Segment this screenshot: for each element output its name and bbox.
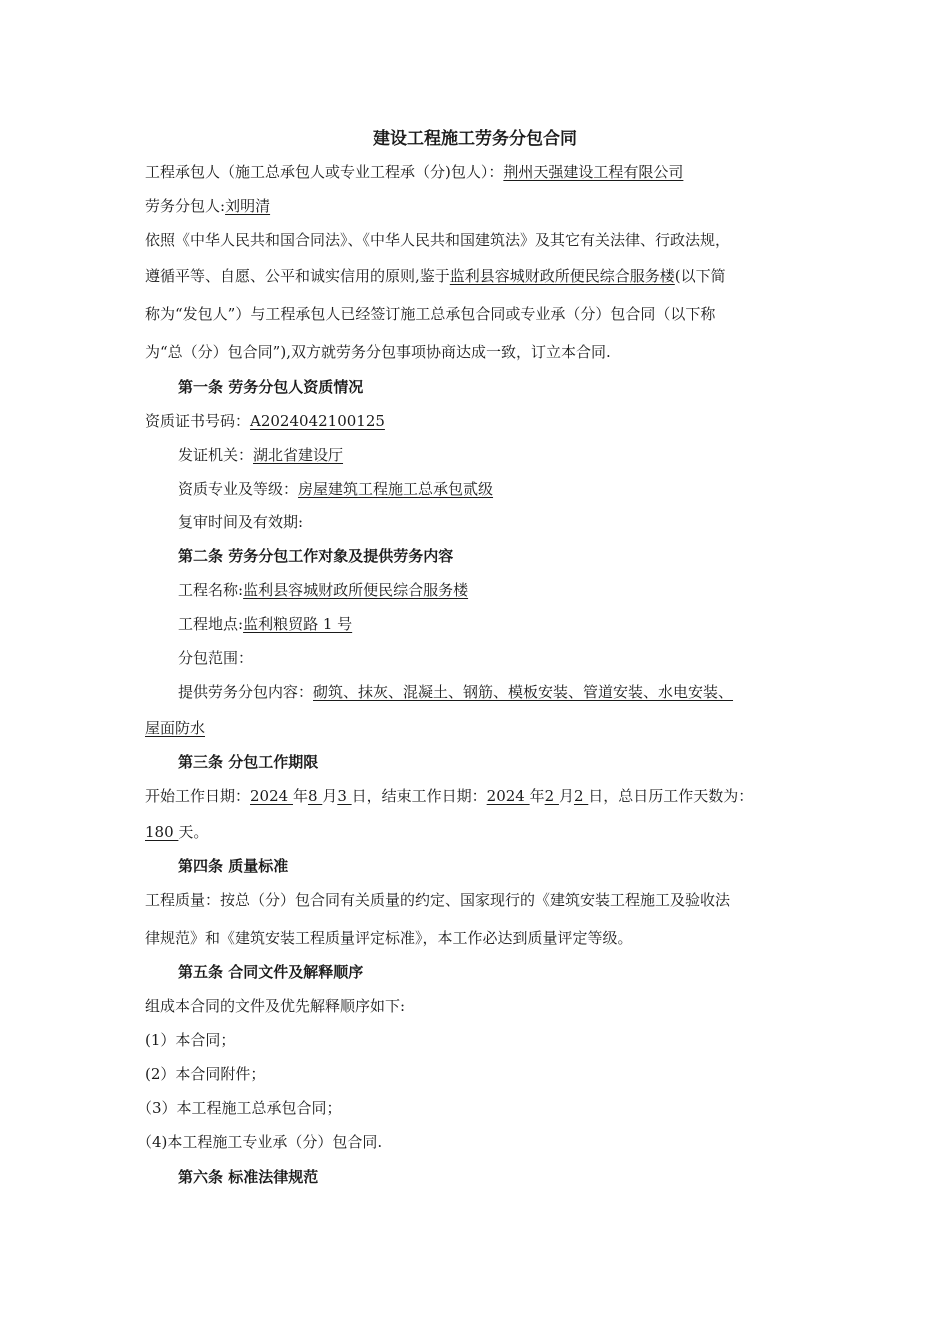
content-value: 砌筑、抹灰、混凝土、钢筋、模板安装、管道安装、水电安装、 — [313, 683, 734, 701]
end-month: 2 — [544, 787, 559, 805]
project-site: 监利粮贸路 1 号 — [243, 615, 353, 633]
article-3-heading: 第三条 分包工作期限 — [178, 753, 319, 771]
total-days-line: 180 天。 — [145, 823, 209, 841]
intro-line-2: 遵循平等、自愿、公平和诚实信用的原则,鉴于监利县容城财政所便民综合服务楼(以下简 — [145, 267, 726, 285]
content-line: 提供劳务分包内容：砌筑、抹灰、混凝土、钢筋、模板安装、管道安装、水电安装、 — [178, 683, 734, 701]
intro-line-4: 为“总（分）包合同”),双方就劳务分包事项协商达成一致，订立本合同. — [145, 343, 611, 361]
content-value-2: 屋面防水 — [145, 719, 206, 737]
document-item-1: (1）本合同； — [145, 1031, 236, 1049]
total-days: 180 — [145, 823, 179, 841]
document-item-3: （3）本工程施工总承包合同； — [137, 1099, 342, 1117]
quality-line-1: 工程质量：按总（分）包合同有关质量的约定、国家现行的《建筑安装工程施工及验收法 — [145, 891, 731, 909]
project-name-line: 工程名称:监利县容城财政所便民综合服务楼 — [178, 581, 469, 599]
document-title: 建设工程施工劳务分包合同 — [373, 129, 577, 149]
document-item-2: (2）本合同附件； — [145, 1065, 266, 1083]
article-4-heading: 第四条 质量标准 — [178, 857, 289, 875]
period-line: 开始工作日期：2024 年8 月3 日，结束工作日期：2024 年2 月2 日，总日历工作天数为： — [145, 787, 754, 805]
grade-line: 资质专业及等级：房屋建筑工程施工总承包贰级 — [178, 480, 494, 498]
cert-number-line: 资质证书号码：A2024042100125 — [145, 412, 385, 430]
start-year: 2024 — [250, 787, 293, 805]
end-year: 2024 — [486, 787, 530, 805]
scope-line: 分包范围： — [178, 649, 254, 667]
project-name: 监利县容城财政所便民综合服务楼 — [243, 581, 469, 599]
cert-number: A2024042100125 — [250, 412, 385, 430]
subcontractor-line: 劳务分包人:刘明清 — [145, 197, 271, 215]
end-day: 2 — [573, 787, 589, 805]
content-line-2 — [145, 718, 813, 738]
documents-intro: 组成本合同的文件及优先解释顺序如下: — [145, 997, 406, 1015]
contractor-line: 工程承包人（施工总承包人或专业工程承（分)包人）：荆州天强建设工程有限公司 — [145, 163, 684, 181]
issuer-value: 湖北省建设厅 — [253, 446, 344, 464]
start-month: 8 — [307, 787, 323, 805]
grade-value: 房屋建筑工程施工总承包贰级 — [298, 480, 494, 498]
article-5-heading: 第五条 合同文件及解释顺序 — [178, 963, 364, 981]
issuer-line: 发证机关：湖北省建设厅 — [178, 446, 344, 464]
article-1-heading: 第一条 劳务分包人资质情况 — [178, 378, 364, 396]
review-line: 复审时间及有效期: — [178, 513, 304, 531]
article-6-heading: 第六条 标准法律规范 — [178, 1168, 319, 1186]
article-2-heading: 第二条 劳务分包工作对象及提供劳务内容 — [178, 547, 454, 565]
quality-line-2: 律规范》和《建筑安装工程质量评定标准》，本工作必达到质量评定等级。 — [145, 929, 633, 947]
intro-line-3: 称为“发包人”）与工程承包人已经签订施工总承包合同或专业承（分）包合同（以下称 — [145, 305, 716, 323]
project-site-line: 工程地点:监利粮贸路 1 号 — [178, 615, 353, 633]
subcontractor-name: 刘明清 — [225, 197, 271, 215]
document-item-4: （4)本工程施工专业承（分）包合同. — [137, 1133, 383, 1151]
project-name-ref: 监利县容城财政所便民综合服务楼 — [449, 267, 675, 285]
start-day: 3 — [337, 787, 352, 805]
intro-line-1: 依照《中华人民共和国合同法》、《中华人民共和国建筑法》及其它有关法律、行政法规， — [145, 231, 731, 249]
contractor-name: 荆州天强建设工程有限公司 — [503, 163, 684, 181]
